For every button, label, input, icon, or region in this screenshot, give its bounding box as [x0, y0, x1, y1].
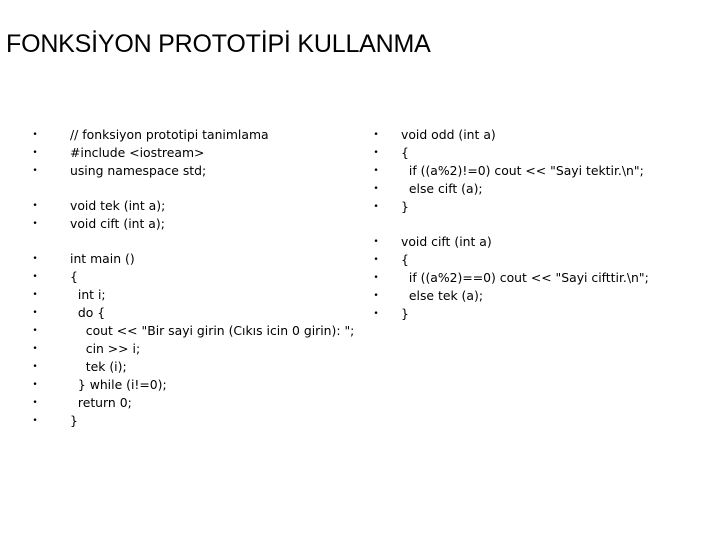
bullet-icon: • — [32, 326, 38, 336]
code-text: void odd (int a) — [401, 127, 496, 142]
code-text: if ((a%2)!=0) cout << "Sayi tektir.\n"; — [401, 163, 644, 178]
bullet-icon: • — [373, 166, 379, 176]
code-text: } — [401, 199, 409, 214]
code-text: { — [70, 269, 78, 284]
code-text: } while (i!=0); — [70, 377, 167, 392]
bullet-icon: • — [373, 273, 379, 283]
code-text: // fonksiyon prototipi tanimlama — [70, 127, 269, 142]
bullet-icon: • — [32, 398, 38, 408]
code-text: void tek (int a); — [70, 198, 166, 213]
code-text: { — [401, 252, 409, 267]
code-text: else cift (a); — [401, 181, 483, 196]
bullet-icon: • — [32, 272, 38, 282]
bullet-icon: • — [32, 254, 38, 264]
bullet-icon: • — [32, 362, 38, 372]
bullet-icon: • — [32, 344, 38, 354]
bullet-icon: • — [373, 184, 379, 194]
bullet-icon: • — [32, 130, 38, 140]
code-text: else tek (a); — [401, 288, 483, 303]
bullet-icon: • — [373, 202, 379, 212]
code-text: void cift (int a); — [70, 216, 165, 231]
code-text: return 0; — [70, 395, 132, 410]
code-text: } — [70, 413, 78, 428]
code-text: tek (i); — [70, 359, 127, 374]
bullet-icon: • — [32, 201, 38, 211]
code-text: do { — [70, 305, 106, 320]
code-text: { — [401, 145, 409, 160]
bullet-icon: • — [373, 130, 379, 140]
code-text: if ((a%2)==0) cout << "Sayi cifttir.\n"; — [401, 270, 649, 285]
bullet-icon: • — [373, 148, 379, 158]
bullet-icon: • — [373, 255, 379, 265]
code-text: int i; — [70, 287, 106, 302]
bullet-icon: • — [32, 166, 38, 176]
code-text: } — [401, 306, 409, 321]
bullet-icon: • — [373, 309, 379, 319]
code-text: using namespace std; — [70, 163, 207, 178]
code-text: void cift (int a) — [401, 234, 492, 249]
bullet-icon: • — [32, 148, 38, 158]
bullet-icon: • — [373, 291, 379, 301]
code-text: int main () — [70, 251, 135, 266]
bullet-icon: • — [373, 237, 379, 247]
bullet-icon: • — [32, 290, 38, 300]
bullet-icon: • — [32, 308, 38, 318]
bullet-icon: • — [32, 219, 38, 229]
code-text: #include <iostream> — [70, 145, 205, 160]
code-text: cin >> i; — [70, 341, 141, 356]
bullet-icon: • — [32, 380, 38, 390]
slide-title: FONKSİYON PROTOTİPİ KULLANMA — [6, 30, 431, 58]
code-text: cout << "Bir sayi girin (Cıkıs icin 0 girin): "; — [70, 323, 355, 338]
bullet-icon: • — [32, 416, 38, 426]
